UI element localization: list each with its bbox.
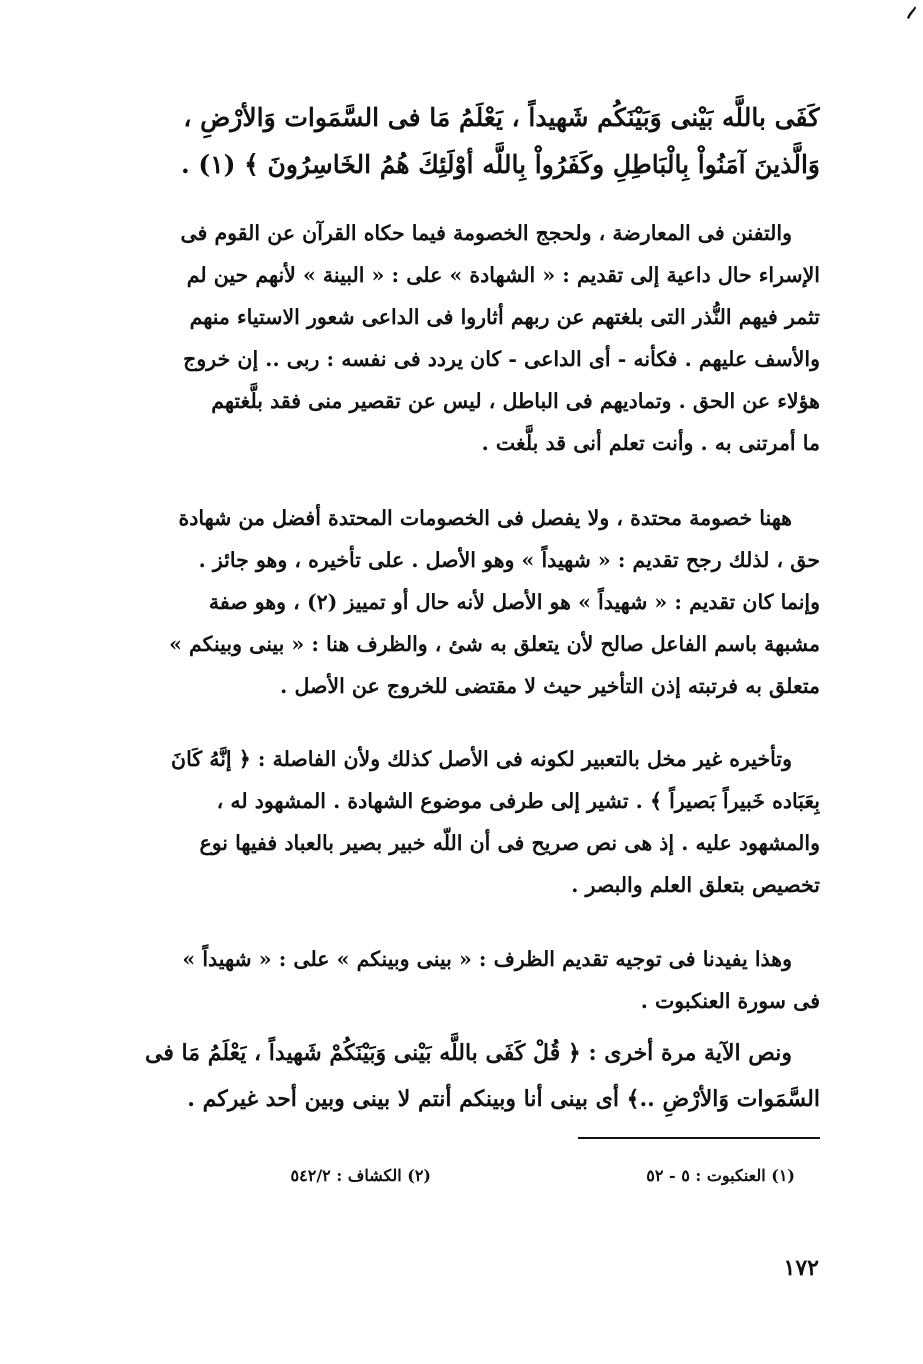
paragraph-line: وتأخيره غير مخل بالتعبير لكونه فى الأصل كذلك ولأن الفاصلة : ﴿ إنَّهُ كَانَ bbox=[171, 747, 792, 771]
paragraph-line: وإنما كان تقديم : « شهيداً » هو الأصل لأنه حال أو تمييز (٢) ، وهو صفة bbox=[208, 590, 820, 614]
paragraph-line: ههنا خصومة محتدة ، ولا يفصل فى الخصومات المحتدة أفضل من شهادة bbox=[178, 506, 792, 530]
paragraph-line: ونص الآية مرة أخرى : ﴿ قُلْ كَفَى باللَّه بَيْنى وَبَيْنَكُمْ شَهيداً ، يَعْلَمُ مَا فى bbox=[145, 1040, 792, 1066]
paragraph-2 bbox=[102, 497, 820, 707]
paragraph-line: بِعَبَاده خَبيراً بَصيراً ﴾ . تشير إلى طرفى موضوع الشهادة . المشهود له ، bbox=[216, 789, 820, 813]
footnote-1: (١) العنكبوت : ٥ - ٥٢ bbox=[646, 1166, 795, 1185]
paragraph-line: فى سورة العنكبوت . bbox=[640, 989, 820, 1013]
paragraph-line: تثمر فيهم النُّذر التى بلغتهم عن ربهم أثاروا فى الداعى شعور الاستياء منهم bbox=[189, 305, 820, 329]
paragraph-line: الإسراء حال داعية إلى تقديم : « الشهادة » على : « البينة » لأنهم حين لم bbox=[186, 263, 820, 287]
footnote-2: (٢) الكشاف : ٥٤٢/٢ bbox=[290, 1166, 431, 1185]
paragraph-line: متعلق به فرتبته إذن التأخير حيث لا مقتضى للخروج عن الأصل . bbox=[280, 674, 820, 698]
paragraph-line: والمشهود عليه . إذ هى نص صريح فى أن اللّه خبير بصير بالعباد ففيها نوع bbox=[199, 831, 820, 855]
paragraph-line: والأسف عليهم . فكأنه - أى الداعى - كان يردد فى نفسه : ربى .. إن خروج bbox=[183, 347, 820, 371]
paragraph-line: السَّمَوات وَالأرْضِ ..﴾ أى بينى أنا وبينكم أنتم لا بينى وبين أحد غيركم . bbox=[187, 1086, 820, 1112]
paragraph-line: هؤلاء عن الحق . وتماديهم فى الباطل ، ليس عن تقصير منى فقد بلَّغتهم bbox=[211, 389, 820, 413]
verse-line: وَالَّذينَ آمَنُواْ بِالْبَاطِلِ وكَفَرُواْ بِاللَّه أوْلَئِكَ هُمُ الخَاسِرُونَ ﴾ (١) . bbox=[180, 150, 820, 179]
paragraph-1 bbox=[102, 212, 820, 464]
paragraph-5 bbox=[102, 1030, 820, 1122]
footnote-divider bbox=[578, 1137, 820, 1139]
paragraph-line: حق ، لذلك رجح تقديم : « شهيداً » وهو الأصل . على تأخيره ، وهو جائز . bbox=[198, 548, 820, 572]
paragraph-3 bbox=[102, 738, 820, 906]
paragraph-line: وهذا يفيدنا فى توجيه تقديم الظرف : « بينى وبينكم » على : « شهيداً » bbox=[182, 947, 792, 971]
page-number: ١٧٢ bbox=[783, 1255, 819, 1281]
quran-verse-block bbox=[102, 94, 820, 188]
paragraph-line: مشبهة باسم الفاعل صالح لأن يتعلق به شئ ، والظرف هنا : « بينى وبينكم » bbox=[169, 632, 820, 656]
paragraph-line: تخصيص بتعلق العلم والبصر . bbox=[571, 873, 820, 897]
verse-line: كَفَى باللَّه بَيْنى وَبَيْنَكُم شَهيداً ، يَعْلَمُ مَا فى السَّمَوات وَالأرْضِ ، bbox=[183, 103, 820, 132]
paragraph-line: ما أمرتنى به . وأنت تعلم أنى قد بلَّغت . bbox=[481, 431, 820, 455]
corner-mark-icon bbox=[905, 4, 917, 20]
paragraph-line: والتفنن فى المعارضة ، ولحجج الخصومة فيما حكاه القرآن عن القوم فى bbox=[180, 221, 792, 245]
paragraph-4 bbox=[102, 938, 820, 1022]
